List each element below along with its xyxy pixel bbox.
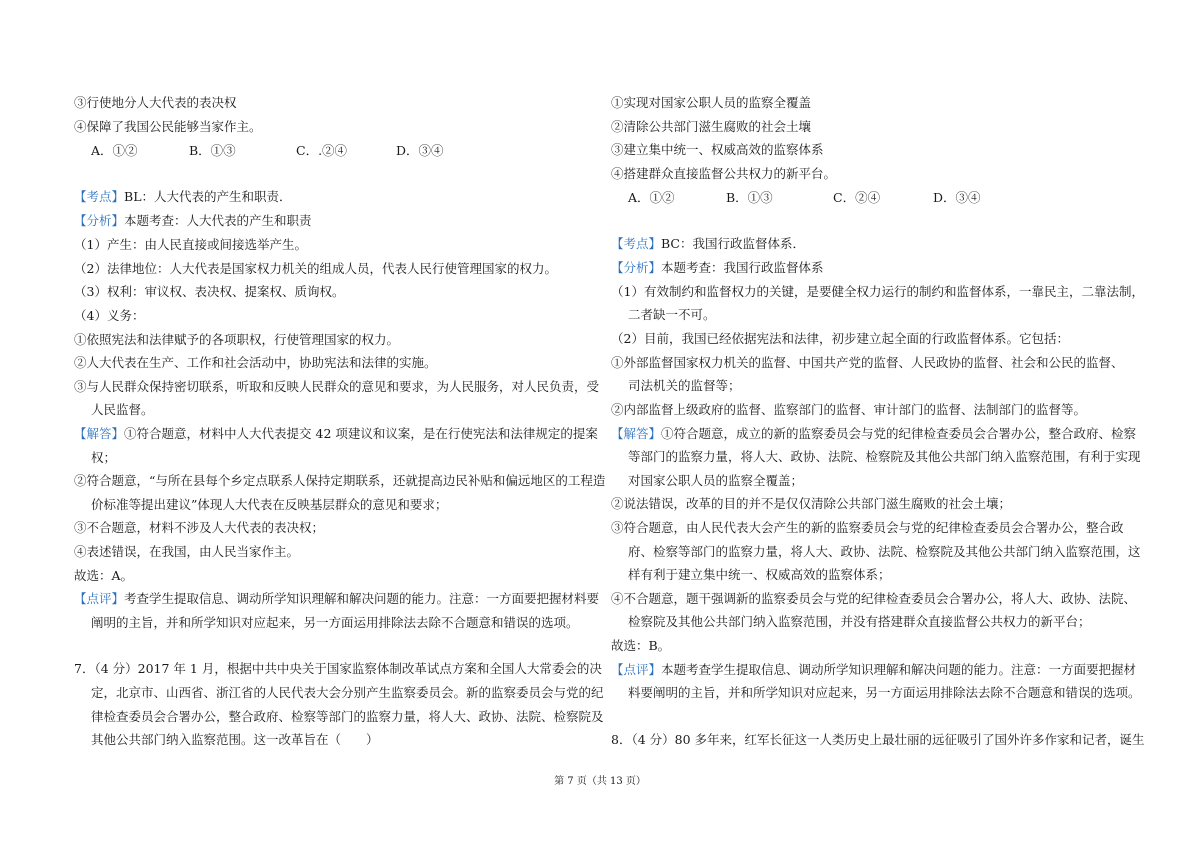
text-line: ①外部监督国家权力机关的监督、中国共产党的监督、人民政协的监督、社会和公民的监督、: [611, 355, 1124, 370]
text-line: ①实现对国家公职人员的监察全覆盖: [611, 95, 812, 110]
dianping-tag: 【点评】: [74, 591, 125, 606]
jieda-text: ①符合题意，成立的新的监察委员会与党的纪律检查委员会合署办公，整合政府、检察: [661, 426, 1137, 441]
kaodian-line: [611, 235, 805, 253]
text-line: 权；: [91, 450, 117, 465]
text-line: （1）有效制约和监督权力的关键，是要健全权力运行的制约和监督体系，一靠民主，二靠法制，: [611, 284, 1144, 299]
kaodian-tag: 【考点】: [74, 189, 125, 204]
fenxi-line: [74, 212, 312, 230]
jieda-line: [74, 425, 598, 443]
text-line: ②内部监督上级政府的监督、监察部门的监督、审计部门的监督、法制部门的监督等。: [611, 402, 1087, 417]
dianping-line: [611, 661, 1136, 679]
text-line: 阐明的主旨，并和所学知识对应起来，另一方面运用排除法去除不合题意和错误的选项。: [91, 615, 579, 630]
text-line: （2）法律地位：人大代表是国家权力机关的组成人员，代表人民行使管理国家的权力。: [74, 261, 557, 276]
text-line: ①依照宪法和法律赋予的各项职权，行使管理国家的权力。: [74, 332, 400, 347]
jieda-text: ①符合题意，材料中人大代表提交 42 项建议和议案，是在行使宪法和法律规定的提案: [124, 426, 598, 441]
option-d: D．③④: [396, 143, 444, 158]
option-b: B．①③: [726, 190, 773, 205]
jieda-line: [611, 425, 1136, 443]
text-line: ④保障了我国公民能够当家作主。: [74, 119, 262, 134]
kaodian-tag: 【考点】: [611, 236, 662, 251]
text-line: 律检查委员会合署办公，整合政府、检察等部门的监察力量，将人大、政协、法院、检察院及: [91, 709, 604, 724]
text-line: （2）目前，我国已经依据宪法和法律，初步建立起全面的行政监督体系。它包括：: [611, 331, 1069, 346]
text-line: 料要阐明的主旨，并和所学知识对应起来，另一方面运用排除法去除不合题意和错误的选项。: [628, 685, 1141, 700]
jieda-tag: 【解答】: [74, 426, 125, 441]
text-line: （3）权利：审议权、表决权、提案权、质询权。: [74, 284, 345, 299]
kaodian-text: BC：我国行政监督体系．: [661, 236, 805, 251]
text-line: ③行使地分人大代表的表决权: [74, 95, 237, 110]
text-line: （1）产生：由人民直接或间接选举产生。: [74, 237, 307, 252]
text-line: ③符合题意，由人民代表大会产生的新的监察委员会与党的纪律检查委员会合署办公，整合政: [611, 520, 1124, 535]
text-line: 对国家公职人员的监察全覆盖；: [628, 473, 804, 488]
text-line: 等部门的监察力量，将人大、政协、法院、检察院及其他公共部门纳入监察范围，有利于实现: [628, 449, 1141, 464]
kaodian-text: BL：人大代表的产生和职责．: [124, 189, 292, 204]
option-a: A．①②: [628, 190, 675, 205]
text-line: 检察院及其他公共部门纳入监察范围，并没有搭建群众直接监督公共权力的新平台；: [628, 614, 1091, 629]
text-line: ②清除公共部门滋生腐败的社会土壤: [611, 119, 812, 134]
text-line: 定，北京市、山西省、浙江省的人民代表大会分别产生监察委员会。新的监察委员会与党的纪: [91, 685, 604, 700]
text-line: （4）义务：: [74, 308, 145, 323]
question-7: 7．（4 分）2017 年 1 月，根据中共中央关于国家监察体制改革试点方案和全国人大常委会的决: [74, 661, 602, 676]
dianping-line: [74, 590, 599, 608]
text-line: ②说法错误，改革的目的并不是仅仅清除公共部门滋生腐败的社会土壤；: [611, 496, 1012, 511]
dianping-text: 考查学生提取信息、调动所学知识理解和解决问题的能力。注意：一方面要把握材料要: [124, 591, 600, 606]
fenxi-tag: 【分析】: [611, 260, 662, 275]
text-line: ③与人民群众保持密切联系，听取和反映人民群众的意见和要求，为人民服务，对人民负责，受: [74, 379, 600, 394]
fenxi-line: [611, 259, 824, 277]
text-line: ②符合题意，“与所在县每个乡定点联系人保持定期联系，还就提高边民补贴和偏远地区的工程造: [74, 473, 606, 488]
text-line: 价标准等提出建议”体现人大代表在反映基层群众的意见和要求；: [91, 497, 448, 512]
option-c: C．.②④: [296, 143, 348, 158]
page-footer: 第 7 页（共 13 页）: [554, 776, 646, 787]
text-line: 二者缺一不可。: [628, 307, 716, 322]
kaodian-line: [74, 188, 292, 206]
fenxi-text: 本题考查：人大代表的产生和职责: [124, 213, 312, 228]
option-d: D．③④: [933, 190, 981, 205]
text-line: 司法机关的监督等；: [628, 378, 741, 393]
text-line: 样有利于建立集中统一、权威高效的监察体系；: [628, 567, 891, 582]
answer-choice: 故选：B。: [611, 638, 671, 653]
option-a: A．①②: [91, 143, 138, 158]
option-c: C．②④: [833, 190, 881, 205]
jieda-tag: 【解答】: [611, 426, 662, 441]
text-line: 其他公共部门纳入监察范围。这一改革旨在（ ）: [91, 732, 379, 747]
answer-choice: 故选：A。: [74, 568, 134, 583]
text-line: ④搭建群众直接监督公共权力的新平台。: [611, 166, 837, 181]
fenxi-text: 本题考查：我国行政监督体系: [661, 260, 824, 275]
text-line: ②人大代表在生产、工作和社会活动中，协助宪法和法律的实施。: [74, 355, 437, 370]
dianping-tag: 【点评】: [611, 662, 662, 677]
text-line: 府、检察等部门的监察力量，将人大、政协、法院、检察院及其他公共部门纳入监察范围，这: [628, 544, 1141, 559]
text-line: ③不合题意，材料不涉及人大代表的表决权；: [74, 520, 325, 535]
dianping-text: 本题考查学生提取信息、调动所学知识理解和解决问题的能力。注意：一方面要把握材: [661, 662, 1137, 677]
text-line: 人民监督。: [91, 402, 154, 417]
text-line: ④表述错误，在我国，由人民当家作主。: [74, 544, 300, 559]
option-b: B．①③: [189, 143, 236, 158]
question-8: 8．（4 分）80 多年来，红军长征这一人类历史上最壮丽的远征吸引了国外许多作家和记者，诞生: [611, 732, 1145, 747]
text-line: ④不合题意，题干强调新的监察委员会与党的纪律检查委员会合署办公，将人大、政协、法院、: [611, 591, 1137, 606]
fenxi-tag: 【分析】: [74, 213, 125, 228]
text-line: ③建立集中统一、权威高效的监察体系: [611, 142, 824, 157]
